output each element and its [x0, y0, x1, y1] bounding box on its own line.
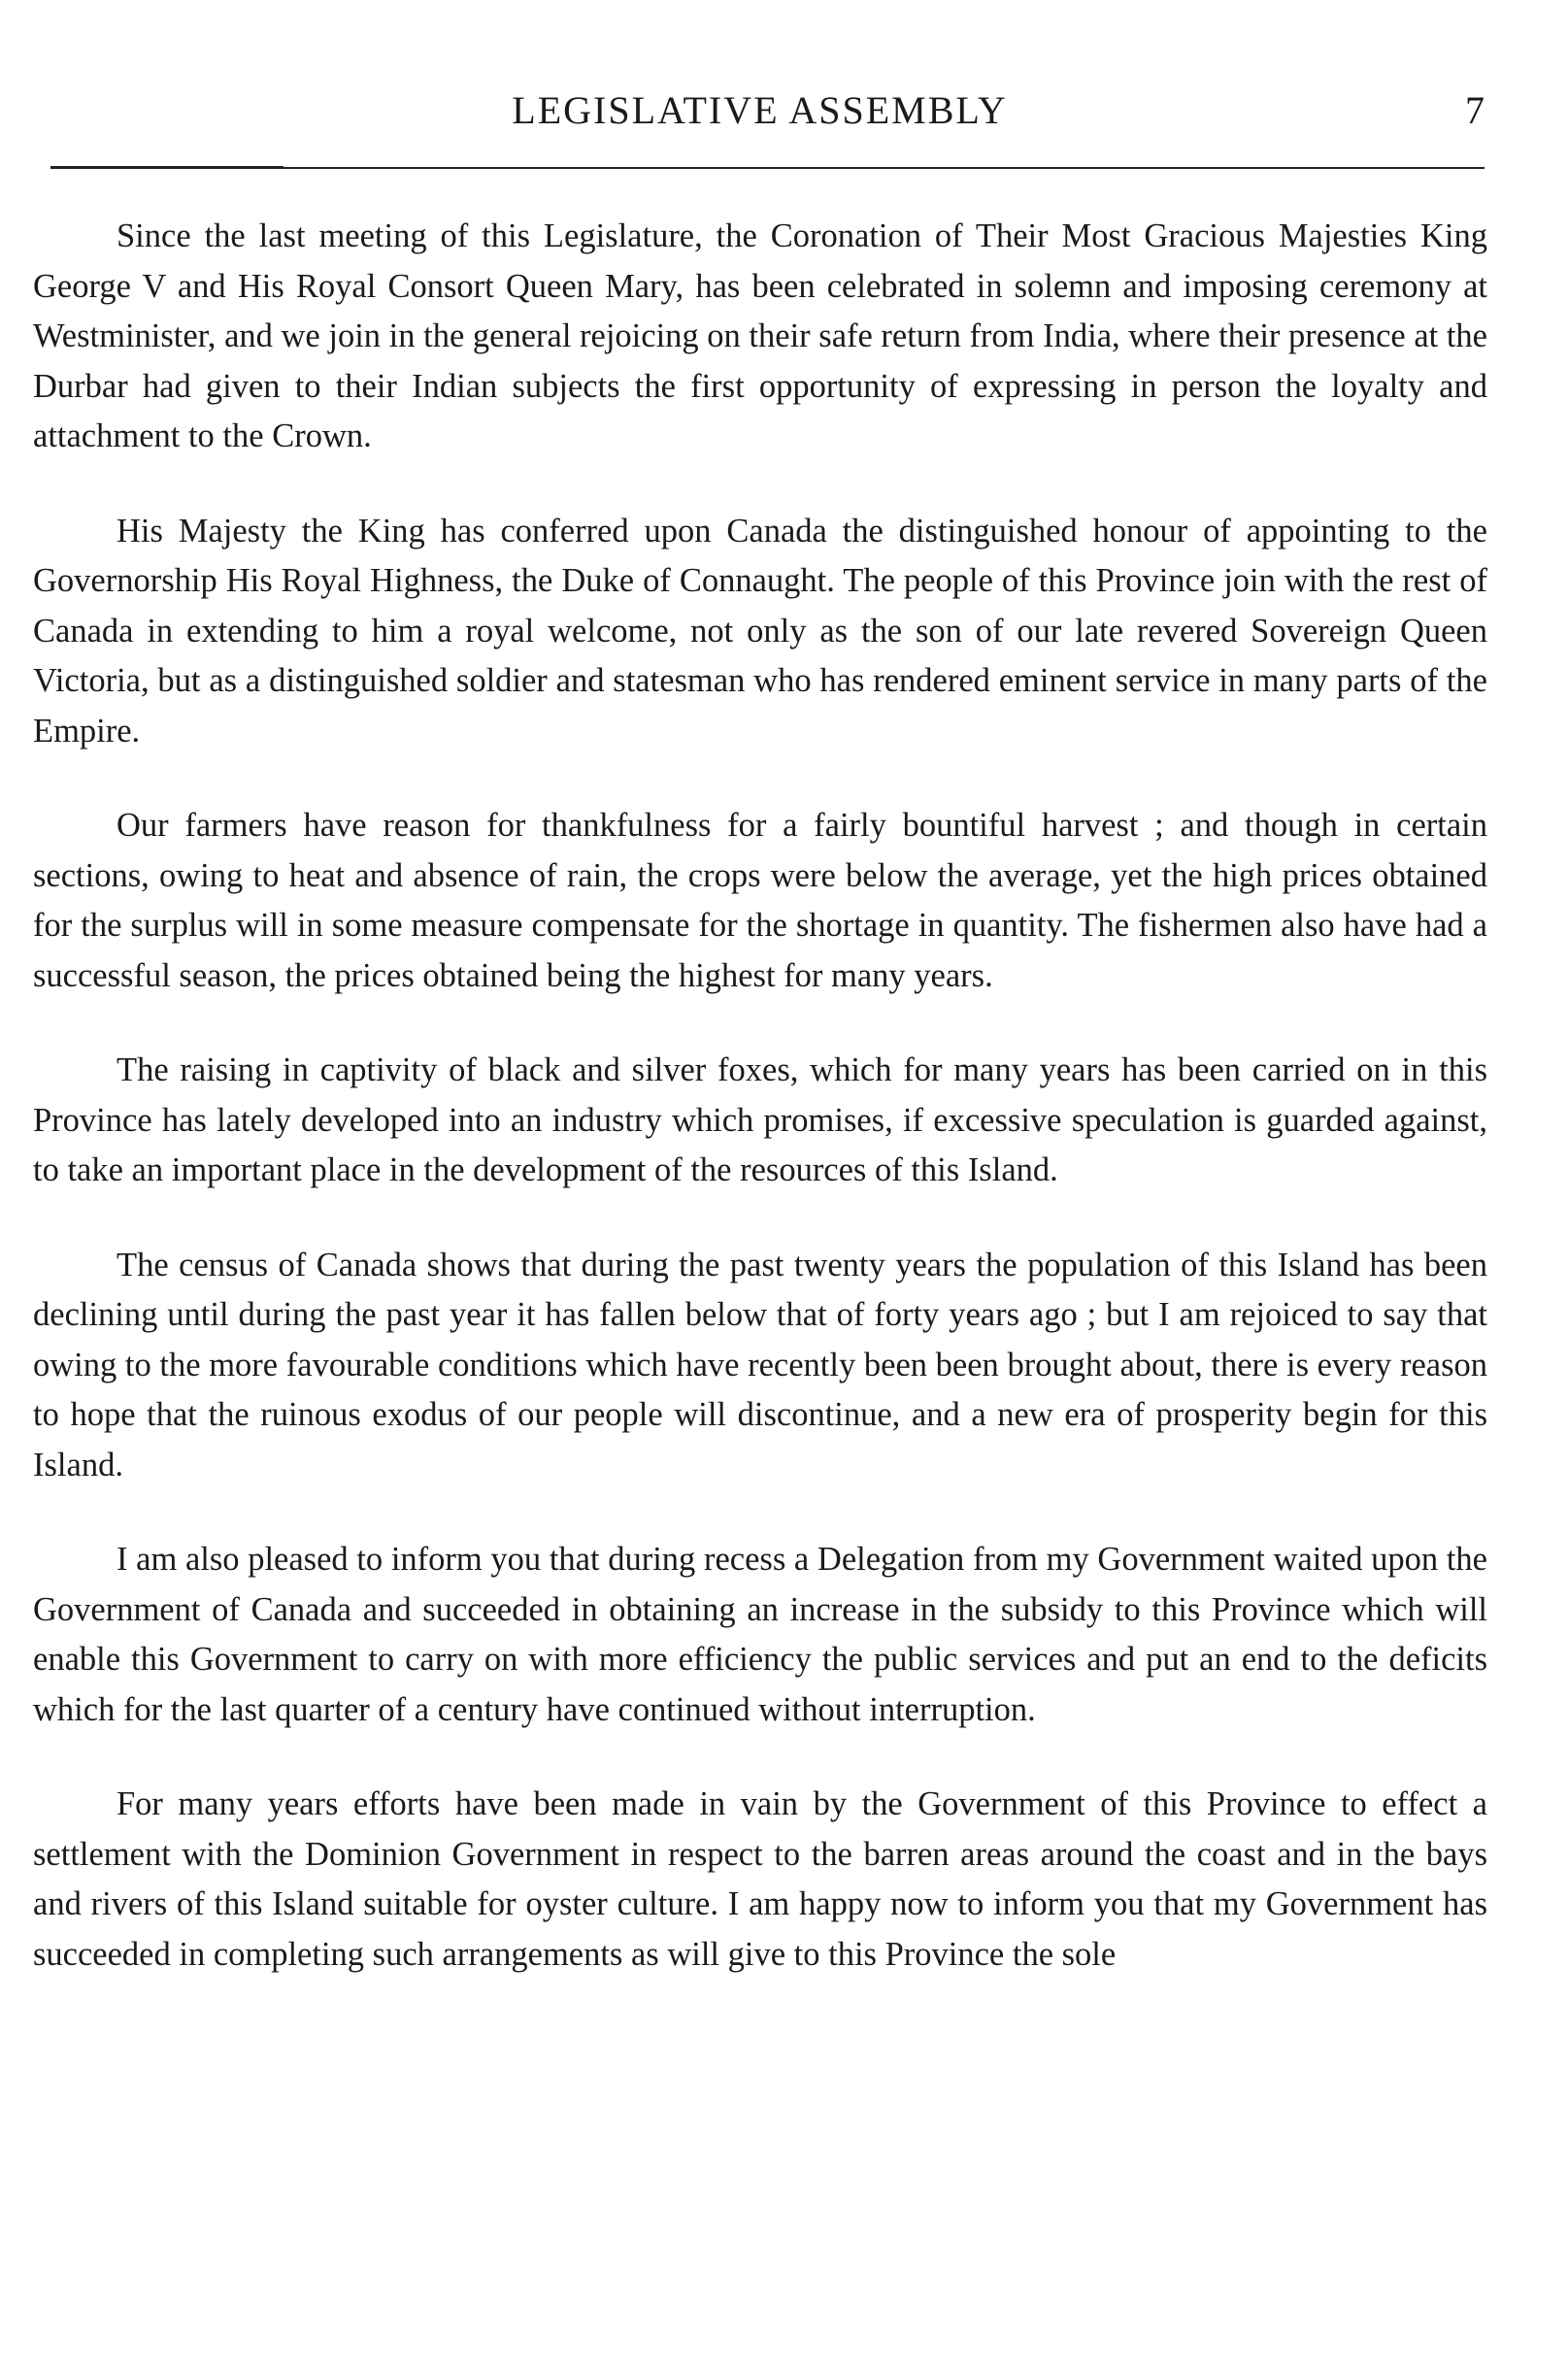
paragraph-subsidy: I am also pleased to inform you that during recess a Delegation from my Government waited upon the Government of Canada and succeeded in obtaining an increase in the subsidy to this Province which will enable this Government to carry on with more efficiency the public services and put an end to the deficits which for the last quarter of a century have continued without interruption.: [33, 1541, 1487, 1728]
page-number: 7: [1465, 88, 1485, 132]
body-text: [33, 212, 1487, 1980]
page-title: LEGISLATIVE ASSEMBLY: [512, 88, 1008, 132]
paragraph-fox-industry: The raising in captivity of black and silver foxes, which for many years has been carried on in this Province has lately developed into an industry which promises, if excessive speculation is guarded against, to take an important place in the development of the resources of this Island.: [33, 1051, 1487, 1188]
paragraph-harvest: Our farmers have reason for thankfulness for a fairly bountiful harvest ; and though in certain sections, owing to heat and absence of rain, the crops were below the average, yet the high prices obtained for the surplus will in some measure compensate for the shortage in quantity. The fishermen also have had a successful season, the prices obtained being the highest for many years.: [33, 807, 1487, 994]
running-header: [35, 87, 1485, 146]
paragraph-governor-general: His Majesty the King has conferred upon Canada the distinguished honour of appointing to the Governorship His Royal Highness, the Duke of Connaught. The people of this Province join with the rest of Canada in extending to him a royal welcome, not only as the son of our late revered Sovereign Queen Victoria, but as a distinguished soldier and statesman who has rendered eminent service in many parts of the Empire.: [33, 512, 1487, 750]
header-rule: [50, 167, 1485, 169]
paragraph-census: The census of Canada shows that during the past twenty years the population of this Island has been declining until during the past year it has fallen below that of forty years ago ; but I am rejoiced to say that owing to the more favourable conditions which have recently been been brought about, there is every reason to hope that the ruinous exodus of our people will discontinue, and a new era of prosperity begin for this Island.: [33, 1246, 1487, 1483]
paragraph-coronation: Since the last meeting of this Legislature, the Coronation of Their Most Gracious Majesties King George V and His Royal Consort Queen Mary, has been celebrated in solemn and imposing ceremony at Westminister, and we join in the general rejoicing on their safe return from India, where their presence at the Durbar had given to their Indian subjects the first opportunity of expressing in person the loyalty and attachment to the Crown.: [33, 217, 1487, 454]
paragraph-oyster-culture: For many years efforts have been made in vain by the Government of this Province to effect a settlement with the Dominion Government in respect to the barren areas around the coast and in the bays and rivers of this Island suitable for oyster culture. I am happy now to inform you that my Government has succeeded in completing such arrangements as will give to this Province the sole: [33, 1785, 1487, 1973]
